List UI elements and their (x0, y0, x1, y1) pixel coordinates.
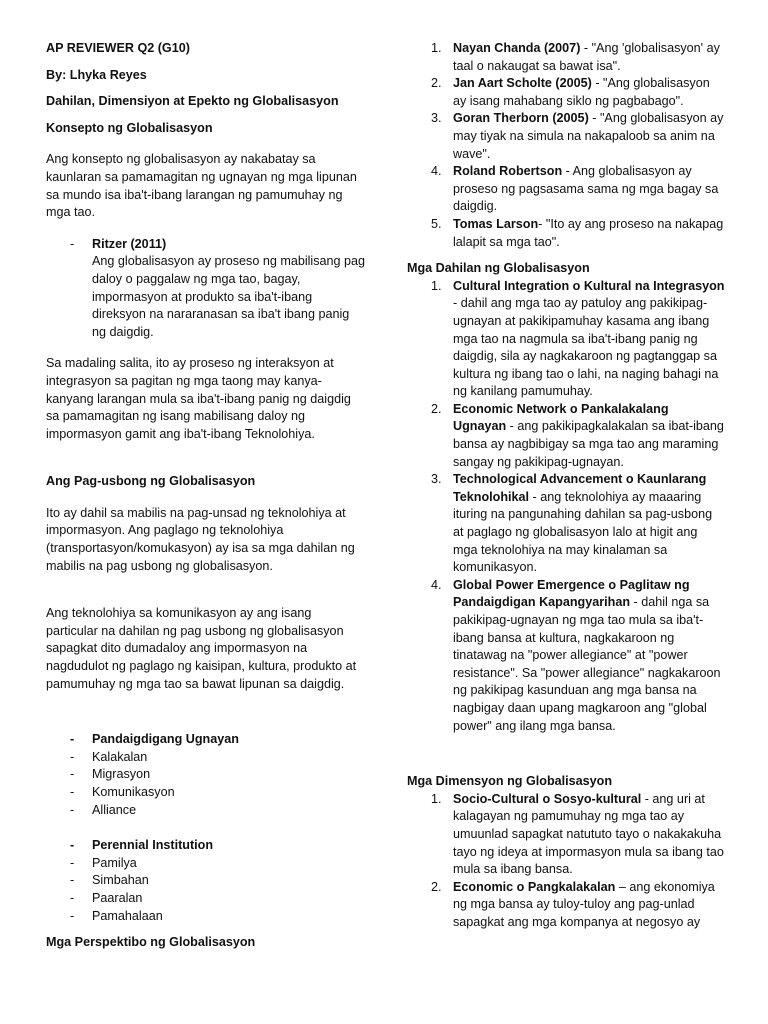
perennial-heading: - Perennial Institution (46, 837, 366, 855)
item-name: Economic Network o Pankalakalang Ugnayan (453, 401, 669, 434)
list-number: 3. (431, 472, 442, 487)
item-name: Economic o Pangkalakalan (453, 879, 616, 894)
item-text: - "Ang 'globalisasyon' ay taal o nakaugat sa bawat isa". (453, 41, 720, 73)
list-number: 2. (431, 401, 442, 416)
dahilan-list (407, 278, 725, 735)
item-name: Global Power Emergence o Paglitaw ng Pandaigdigan Kapangyarihan (453, 577, 690, 610)
item-name: Socio-Cultural o Sosyo-kultural (453, 791, 642, 806)
list-item (407, 110, 725, 163)
list-number: 1. (431, 278, 442, 293)
ugnayan-heading: - Pandaigdigang Ugnayan (46, 731, 366, 749)
right-column (407, 40, 725, 932)
heading-dahilan: Mga Dahilan ng Globalisasyon (407, 261, 590, 276)
item-text: - dahil ang mga tao ay patuloy ang pakikipag-ugnayan at pakikipamuhay kasama ang ibang mga tao na nagmula sa iba't-ibang panig ng daigdig, sila ay nagkakaroon ng pagtanggap sa kultura ng ibang tao o lahi, na naging bahagi na ng kanilang pamumuhay. (453, 296, 719, 399)
perspektibo-list (407, 40, 725, 251)
list-item: - Simbahan (46, 872, 366, 890)
perennial-list (46, 837, 366, 925)
heading-perspektibo: Mga Perspektibo ng Globalisasyon (46, 935, 256, 950)
item-text: - "Ang globalisasyon ay may tiyak na simula na nakapaloob sa anim na wave". (453, 111, 724, 161)
item-name: Jan Aart Scholte (2005) (453, 76, 592, 91)
list-number: 5. (431, 216, 442, 231)
item-text: - "Ito ay ang proseso na nakapag lalapit sa mga tao". (453, 216, 724, 249)
list-item: - Kalakalan (46, 749, 366, 767)
left-column (46, 40, 366, 952)
doc-author: By: Lhyka Reyes (46, 67, 147, 82)
item-text: – ang ekonomiya ng mga bansa ay tuloy-tuloy ang pag-unlad sapagkat ang mga kompanya at negosyo ay (453, 879, 715, 929)
ugnayan-list (46, 731, 366, 819)
list-item (407, 401, 725, 471)
item-name: Roland Robertson (453, 164, 563, 179)
list-number: 1. (431, 791, 442, 806)
list-item (407, 577, 725, 735)
list-item (407, 278, 725, 401)
item-name: Technological Advancement o Kaunlarang Teknolohikal (453, 472, 707, 504)
paragraph-pagusbong-2: Ang teknolohiya sa komunikasyon ay ang isang particular na dahilan ng pag usbong ng globalisasyon sapagkat dito dumadaloy ang impormasyon na nagdudulot ng paglago ng kaisipan, kultura, produkto at pamumuhay ng mga tao sa bawat lipunan sa daigdig. (46, 606, 357, 691)
list-number: 3. (431, 111, 442, 126)
list-item (407, 471, 725, 577)
paragraph-madaling: Sa madaling salita, ito ay proseso ng interaksyon at integrasyon sa pagitan ng mga taong may kanya-kanyang larangan mula sa iba't-ibang panig ng daigdig sa pamamagitan ng isang mabilisang daloy ng impormasyon gamit ang iba't-ibang Teknolohiya. (46, 356, 351, 441)
doc-subtitle: Dahilan, Dimensiyon at Epekto ng Globalisasyon (46, 94, 339, 109)
item-name: Nayan Chanda (2007) (453, 41, 581, 55)
paragraph-konsepto: Ang konsepto ng globalisasyon ay nakabatay sa kaunlaran sa pamamagitan ng ugnayan ng mga lipunan sa mundo isa iba't-ibang larangan ng pamumuhay ng mga tao. (46, 152, 357, 220)
doc-title: AP REVIEWER Q2 (G10) (46, 41, 190, 55)
list-item: - Komunikasyon (46, 784, 366, 802)
heading-dimensyon: Mga Dimensyon ng Globalisasyon (407, 774, 613, 789)
list-item: - Alliance (46, 802, 366, 820)
list-item (407, 40, 725, 75)
list-item: - Pamahalaan (46, 908, 366, 926)
list-item (407, 879, 725, 932)
list-item: - Pamilya (46, 855, 366, 873)
list-item: - Migrasyon (46, 766, 366, 784)
item-text: - Ang globalisasyon ay proseso ng pagsasama sama ng mga bagay sa daigdig. (453, 164, 719, 214)
item-name: Goran Therborn (2005) (453, 111, 589, 126)
list-number: 4. (431, 577, 442, 592)
item-name: Tomas Larson (453, 216, 539, 231)
list-number: 2. (431, 879, 442, 894)
heading-konsepto: Konsepto ng Globalisasyon (46, 120, 213, 135)
item-text: - ang teknolohiya ay maaaring ituring na pangunahing dahilan sa pag-usbong at paglago ng globalisasyon lalo at higit ang mga teknolohiya na may kinalaman sa komunikasyon. (453, 489, 713, 575)
list-number: 2. (431, 76, 442, 91)
list-item (407, 75, 725, 110)
heading-pagusbong: Ang Pag-usbong ng Globalisasyon (46, 474, 256, 489)
list-number: 1. (431, 41, 442, 55)
paragraph-pagusbong-1: Ito ay dahil sa mabilis na pag-unsad ng teknolohiya at impormasyon. Ang paglago ng teknolohiya (transportasyon/komukasyon) ay isa sa mga dahilan ng mabilis na pag usbong ng globalisasyon. (46, 505, 355, 573)
item-text: - dahil nga sa pakikipag-ugnayan ng mga tao mula sa iba't-ibang bansa at kultura, nagkakaroon ng tinatawag na "power allegiance" at "power resistance". Sa "power allegiance" nagkakaroon ng pakikipag kasunduan ang mga bansa na nagbigay daan upang magkaroon ang "global power" ang ilang mga bansa. (453, 595, 721, 733)
ritzer-text: Ang globalisasyon ay proseso ng mabilisang pag daloy o paggalaw ng mga tao, bagay, impormasyon at produkto sa iba't-ibang direksyon na nararanasan sa iba't ibang panig ng daigdig. (92, 254, 366, 339)
ritzer-item (46, 236, 366, 342)
item-text: - "Ang globalisasyon ay isang mahabang siklo ng pagbabago". (453, 76, 710, 108)
dimensyon-list (407, 791, 725, 932)
list-item: - Paaralan (46, 890, 366, 908)
ritzer-name: - Ritzer (2011) (92, 236, 167, 251)
item-name: Cultural Integration o Kultural na Integrasyon (453, 278, 725, 293)
list-item (407, 791, 725, 879)
list-item (407, 163, 725, 216)
item-text: - ang uri at kalagayan ng pamumuhay ng mga tao ay umuunlad sapagkat natututo tayo o nakakakuha tayo ng ideya at impormasyon mula sa ibang tao mula sa ibang bansa. (453, 791, 724, 877)
list-number: 4. (431, 164, 442, 179)
list-item (407, 216, 725, 251)
item-text: - ang pakikipagkalakalan sa ibat-ibang bansa ay nagbibigay sa mga tao ang maraming sangay ng pakikipag-ugnayan. (453, 419, 724, 469)
